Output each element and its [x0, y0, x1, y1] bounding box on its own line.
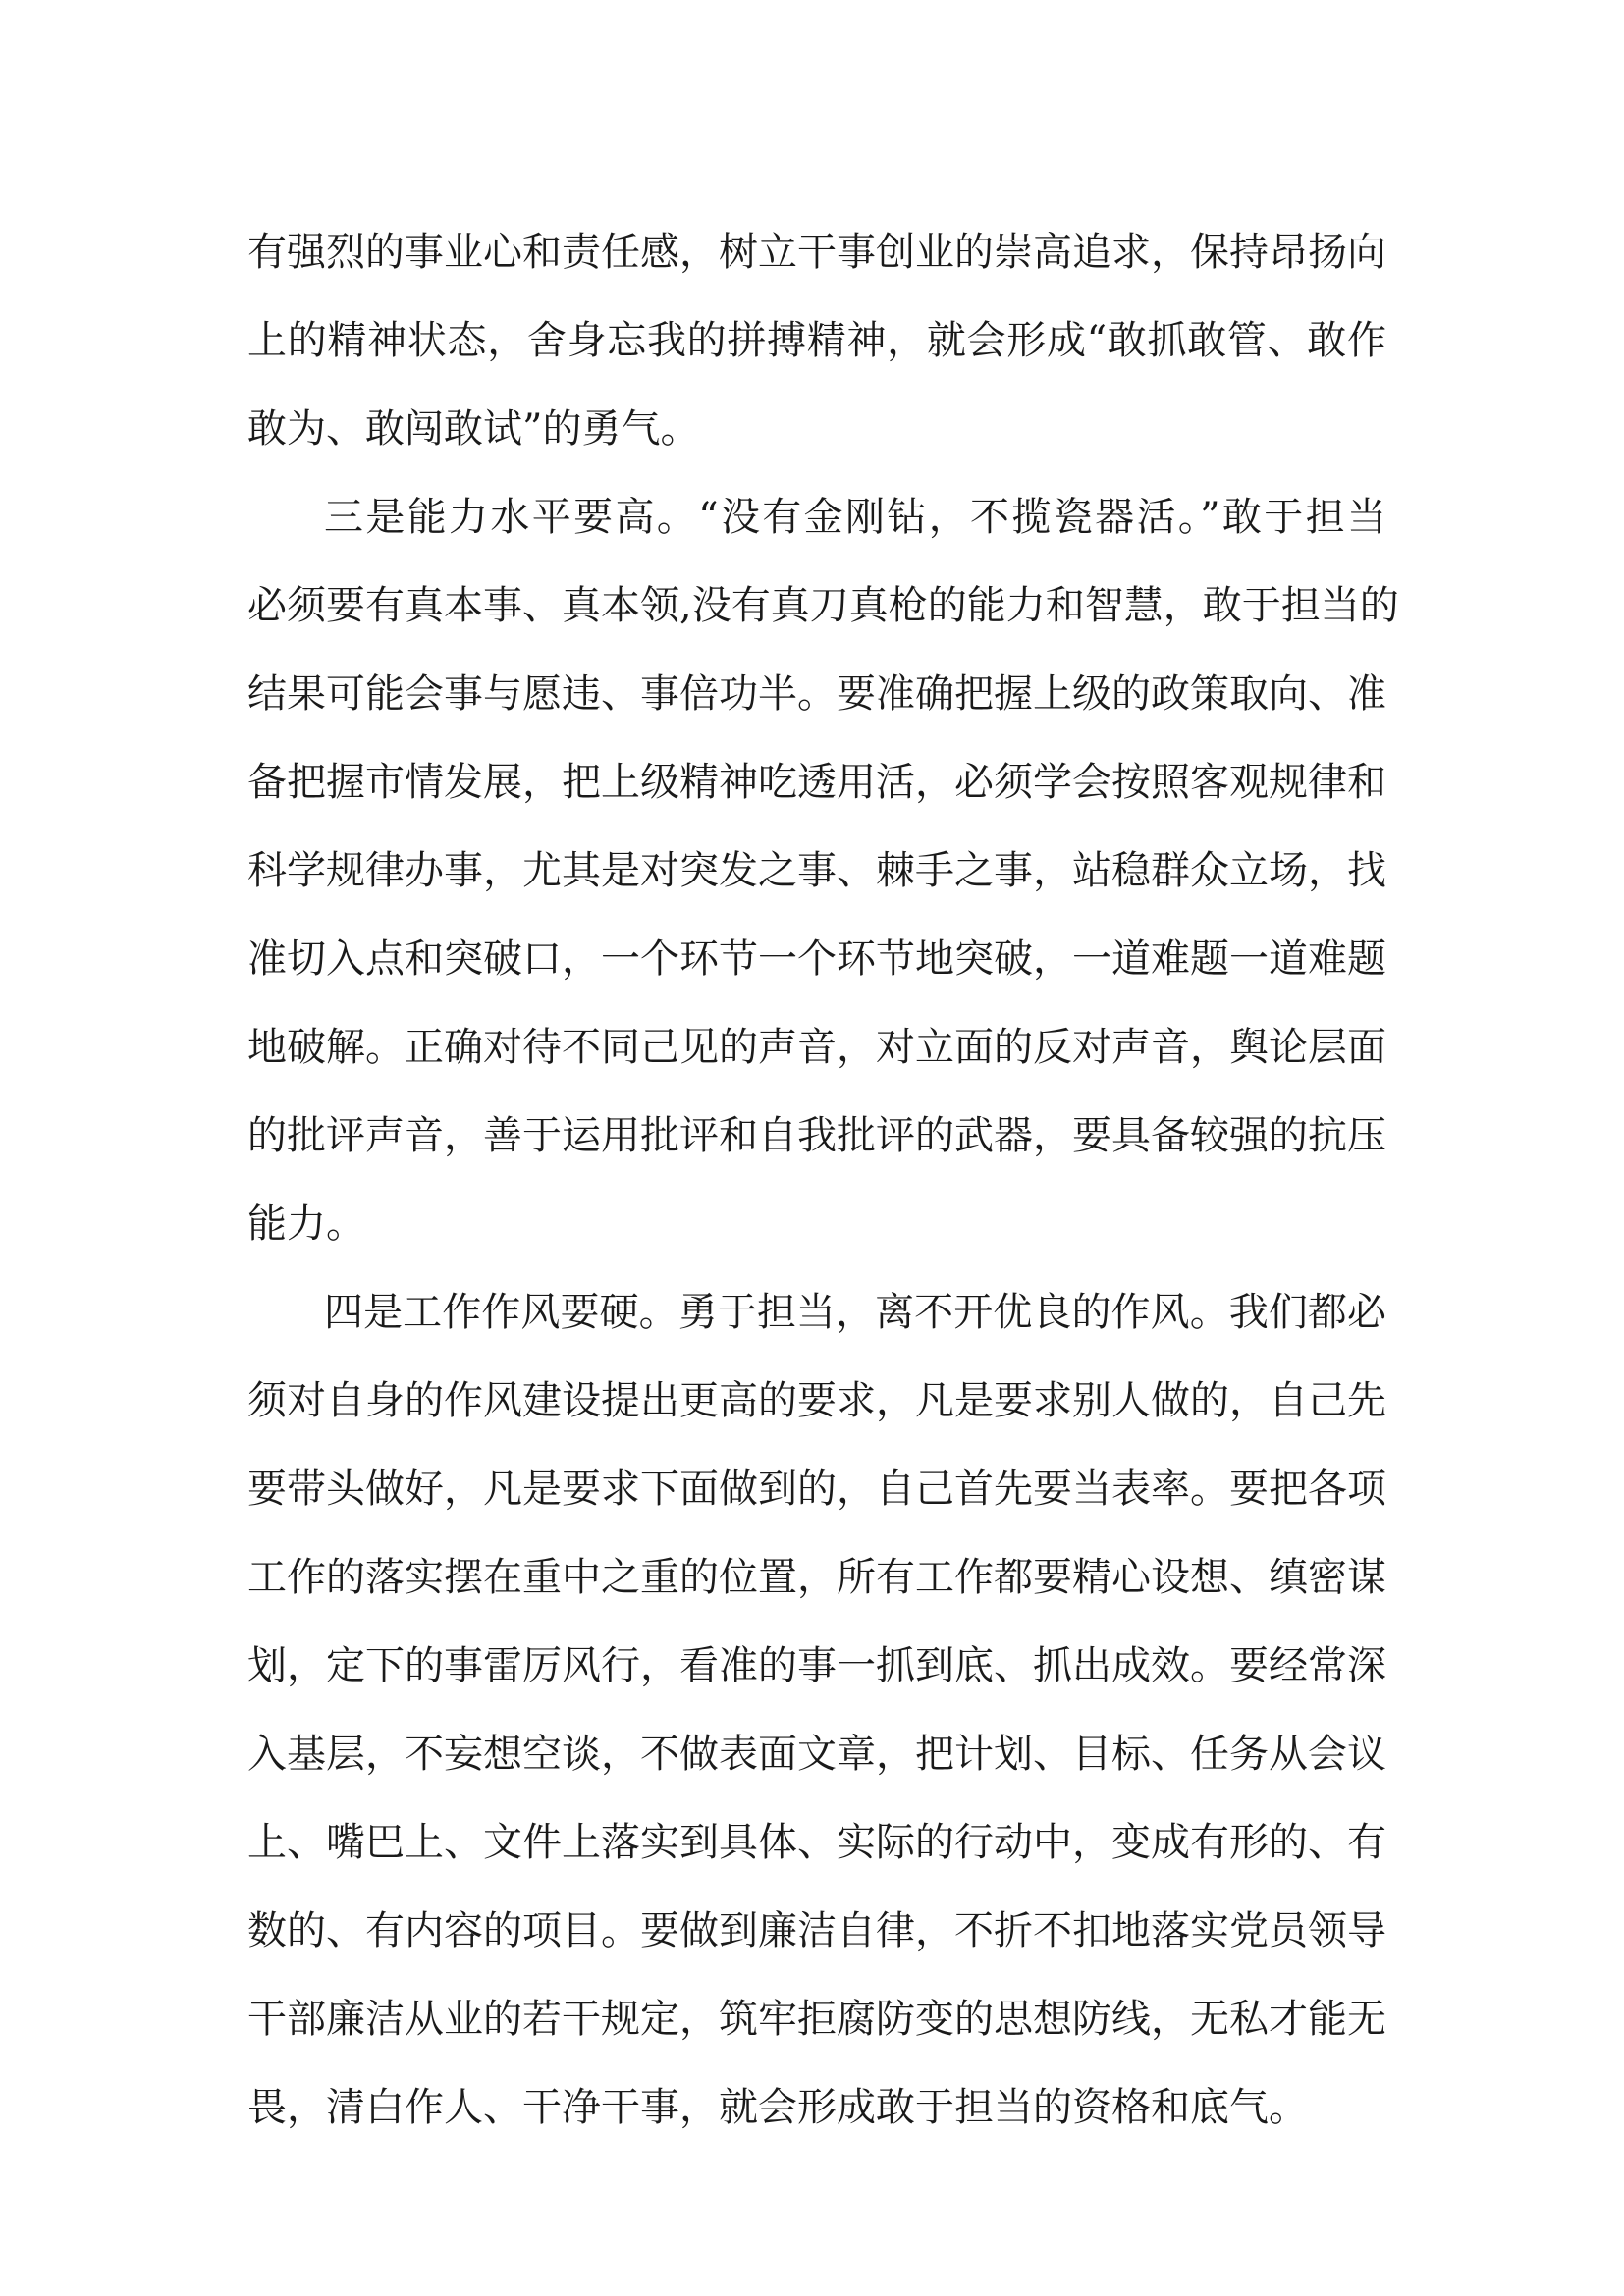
paragraph-heading-four: 四是工作作风要硬。勇于担当，离不开优良的作风。我们都必 [324, 1290, 1386, 1335]
text-line-1: 有强烈的事业心和责任感，树立干事创业的崇高追求，保持昂扬向 [247, 230, 1386, 275]
text-line-18: 入基层，不妄想空谈，不做表面文章，把计划、目标、任务从会议 [247, 1732, 1386, 1777]
text-line-20: 数的、有内容的项目。要做到廉洁自律，不折不扣地落实党员领导 [247, 1908, 1386, 1953]
text-line-14: 须对自身的作风建设提出更高的要求，凡是要求别人做的，自己先 [247, 1378, 1386, 1423]
text-line-10: 地破解。正确对待不同己见的声音，对立面的反对声音，舆论层面 [247, 1025, 1386, 1070]
paragraph-heading-three: 三是能力水平要高。“没有金刚钻，不揽瓷器活。”敢于担当 [324, 495, 1386, 540]
text-line-8: 科学规律办事，尤其是对突发之事、棘手之事，站稳群众立场，找 [247, 848, 1386, 893]
text-line-19: 上、嘴巴上、文件上落实到具体、实际的行动中，变成有形的、有 [247, 1820, 1386, 1865]
text-line-6: 结果可能会事与愿违、事倍功半。要准确把握上级的政策取向、准 [247, 671, 1386, 717]
text-line-17: 划，定下的事雷厉风行，看准的事一抓到底、抓出成效。要经常深 [247, 1643, 1386, 1688]
text-line-2: 上的精神状态，舍身忘我的拼搏精神，就会形成“敢抓敢管、敢作 [247, 318, 1386, 363]
text-line-11: 的批评声音，善于运用批评和自我批评的武器，要具备较强的抗压 [247, 1113, 1386, 1158]
text-line-22: 畏，清白作人、干净干事，就会形成敢于担当的资格和底气。 [247, 2085, 1308, 2130]
text-line-7: 备把握市情发展，把上级精神吃透用活，必须学会按照客观规律和 [247, 760, 1386, 805]
text-line-21: 干部廉洁从业的若干规定，筑牢拒腐防变的思想防线，无私才能无 [247, 1997, 1386, 2042]
text-line-12: 能力。 [247, 1201, 365, 1247]
text-line-15: 要带头做好，凡是要求下面做到的，自己首先要当表率。要把各项 [247, 1467, 1386, 1512]
text-line-9: 准切入点和突破口，一个环节一个环节地突破，一道难题一道难题 [247, 936, 1386, 982]
text-line-5: 必须要有真本事、真本领,没有真刀真枪的能力和智慧，敢于担当的 [247, 583, 1399, 628]
text-line-3: 敢为、敢闯敢试”的勇气。 [247, 406, 700, 452]
text-line-16: 工作的落实摆在重中之重的位置，所有工作都要精心设想、缜密谋 [247, 1555, 1386, 1600]
